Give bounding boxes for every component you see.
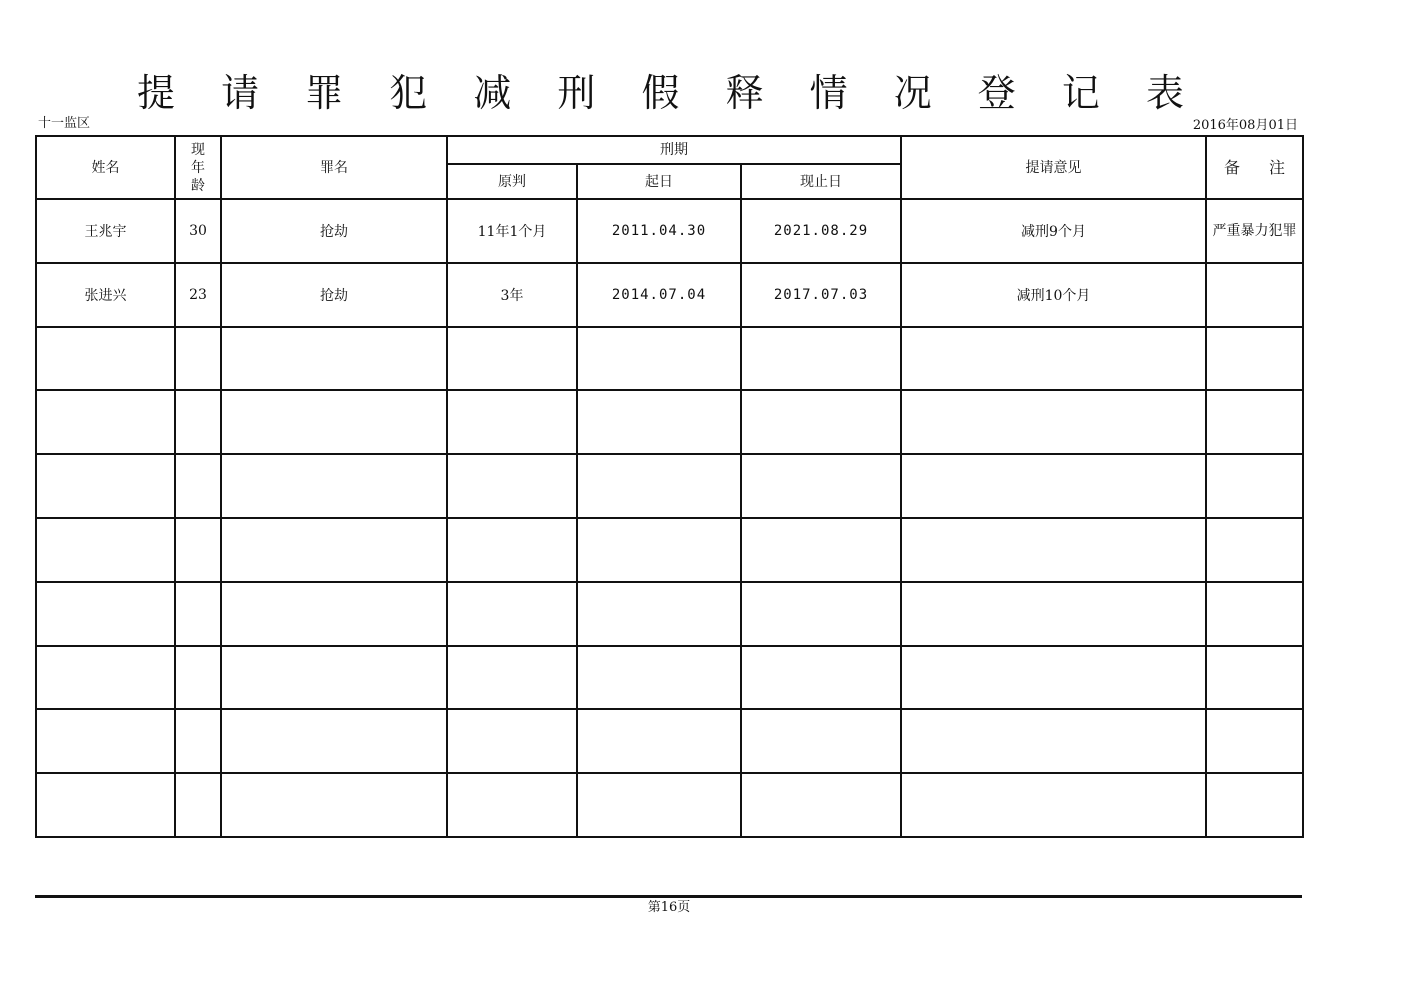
empty-cell — [1206, 646, 1303, 710]
cell-start: 2011.04.30 — [577, 199, 741, 263]
header-term: 刑期 — [447, 136, 901, 164]
empty-cell — [36, 646, 175, 710]
empty-cell — [447, 518, 577, 582]
empty-cell — [175, 518, 221, 582]
empty-cell — [221, 327, 447, 391]
empty-cell — [741, 327, 901, 391]
table-row-empty — [36, 773, 1303, 837]
table-row — [36, 199, 1303, 263]
cell-original: 11年1个月 — [447, 199, 577, 263]
cell-name: 张进兴 — [36, 263, 175, 327]
empty-cell — [447, 646, 577, 710]
empty-cell — [447, 709, 577, 773]
empty-cell — [901, 709, 1206, 773]
empty-cell — [577, 518, 741, 582]
cell-note: 严重暴力犯罪 — [1206, 199, 1303, 263]
empty-cell — [36, 582, 175, 646]
table-row-empty — [36, 518, 1303, 582]
empty-cell — [36, 773, 175, 837]
empty-cell — [175, 646, 221, 710]
empty-cell — [36, 709, 175, 773]
empty-cell — [221, 518, 447, 582]
cell-name: 王兆宇 — [36, 199, 175, 263]
cell-crime: 抢劫 — [221, 263, 447, 327]
header-end: 现止日 — [741, 164, 901, 199]
cell-age: 30 — [175, 199, 221, 263]
empty-cell — [447, 454, 577, 518]
empty-cell — [447, 327, 577, 391]
empty-cell — [741, 454, 901, 518]
cell-start: 2014.07.04 — [577, 263, 741, 327]
empty-cell — [741, 646, 901, 710]
empty-cell — [175, 454, 221, 518]
empty-cell — [741, 582, 901, 646]
empty-cell — [175, 582, 221, 646]
table-row-empty — [36, 709, 1303, 773]
empty-cell — [221, 454, 447, 518]
empty-cell — [221, 646, 447, 710]
empty-cell — [447, 582, 577, 646]
empty-cell — [577, 582, 741, 646]
table-row — [36, 263, 1303, 327]
cell-note — [1206, 263, 1303, 327]
empty-cell — [901, 454, 1206, 518]
empty-cell — [1206, 582, 1303, 646]
header-start: 起日 — [577, 164, 741, 199]
empty-cell — [577, 646, 741, 710]
cell-end: 2017.07.03 — [741, 263, 901, 327]
form-date: 2016年08月01日 — [1192, 118, 1298, 133]
footer-divider — [35, 895, 1302, 898]
header-note: 备 注 — [1206, 136, 1303, 199]
empty-cell — [901, 646, 1206, 710]
empty-cell — [1206, 709, 1303, 773]
empty-cell — [221, 709, 447, 773]
header-original: 原判 — [447, 164, 577, 199]
empty-cell — [901, 390, 1206, 454]
header-name: 姓名 — [36, 136, 175, 199]
empty-cell — [447, 390, 577, 454]
empty-cell — [1206, 454, 1303, 518]
empty-cell — [36, 518, 175, 582]
register-table — [35, 135, 1304, 838]
header-age-char: 年 — [191, 159, 205, 176]
unit-label: 十一监区 — [38, 116, 91, 131]
page-number: 第16页 — [647, 900, 691, 915]
empty-cell — [175, 327, 221, 391]
cell-opinion: 减刑9个月 — [901, 199, 1206, 263]
empty-cell — [1206, 390, 1303, 454]
table-row-empty — [36, 454, 1303, 518]
header-age — [175, 136, 221, 199]
cell-opinion: 减刑10个月 — [901, 263, 1206, 327]
empty-cell — [901, 773, 1206, 837]
form-title: 提 请 罪 犯 减 刑 假 释 情 况 登 记 表 — [137, 71, 1201, 115]
header-age-char: 现 — [191, 141, 205, 158]
table-row-empty — [36, 582, 1303, 646]
empty-cell — [901, 518, 1206, 582]
empty-cell — [741, 773, 901, 837]
empty-cell — [577, 327, 741, 391]
header-crime: 罪名 — [221, 136, 447, 199]
table-row-empty — [36, 390, 1303, 454]
empty-cell — [175, 773, 221, 837]
table-row-empty — [36, 646, 1303, 710]
empty-cell — [447, 773, 577, 837]
cell-crime: 抢劫 — [221, 199, 447, 263]
cell-end: 2021.08.29 — [741, 199, 901, 263]
empty-cell — [577, 454, 741, 518]
empty-cell — [221, 390, 447, 454]
empty-cell — [1206, 327, 1303, 391]
empty-cell — [36, 327, 175, 391]
empty-cell — [36, 454, 175, 518]
empty-cell — [1206, 518, 1303, 582]
empty-cell — [577, 390, 741, 454]
table-body — [36, 199, 1303, 837]
header-opinion: 提请意见 — [901, 136, 1206, 199]
empty-cell — [741, 518, 901, 582]
cell-original: 3年 — [447, 263, 577, 327]
empty-cell — [577, 773, 741, 837]
empty-cell — [901, 582, 1206, 646]
empty-cell — [577, 709, 741, 773]
cell-age: 23 — [175, 263, 221, 327]
empty-cell — [175, 709, 221, 773]
empty-cell — [901, 327, 1206, 391]
table-row-empty — [36, 327, 1303, 391]
empty-cell — [36, 390, 175, 454]
empty-cell — [741, 390, 901, 454]
empty-cell — [741, 709, 901, 773]
empty-cell — [1206, 773, 1303, 837]
empty-cell — [221, 773, 447, 837]
empty-cell — [221, 582, 447, 646]
empty-cell — [175, 390, 221, 454]
header-age-char: 龄 — [191, 177, 205, 194]
